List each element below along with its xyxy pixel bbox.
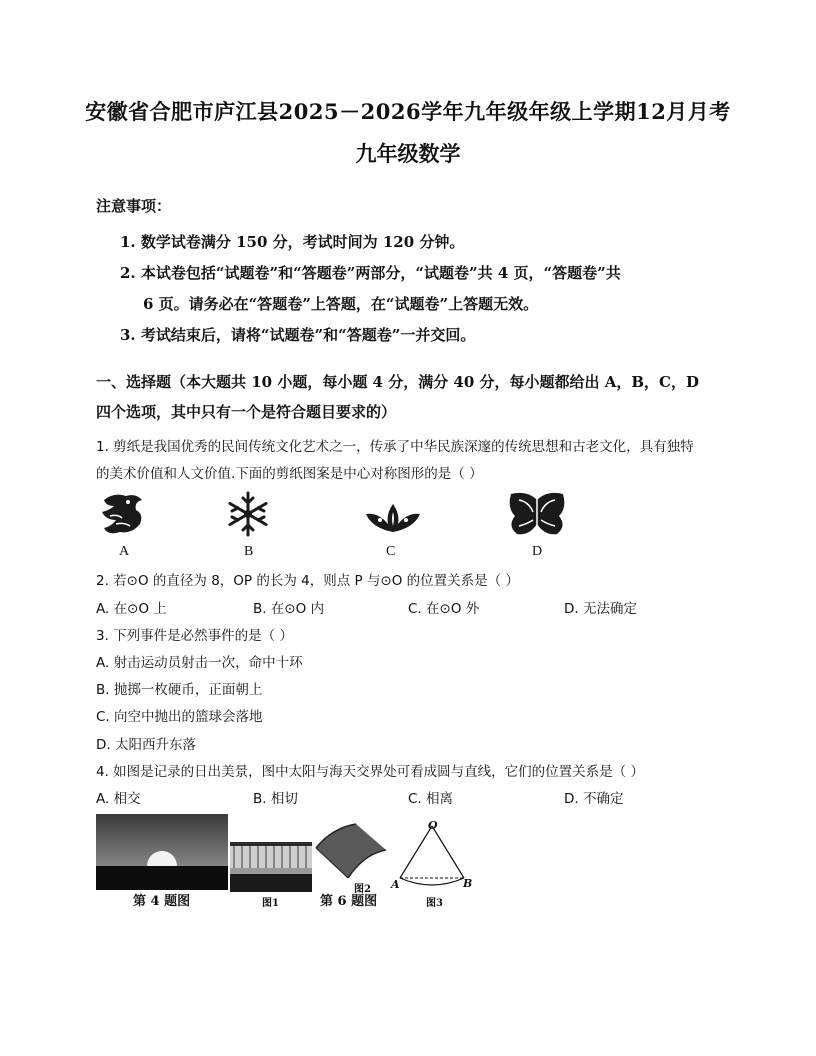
section-heading-cont: 四个选项，其中只有一个是符合题目要求的）: [96, 403, 397, 421]
question-2-stem: 2. 若⊙O 的直径为 8，OP 的长为 4，则点 P 与⊙O 的位置关系是（ ）: [96, 573, 519, 589]
point-a-label: A: [391, 878, 400, 891]
dragon-papercut-icon: [96, 490, 150, 538]
q2-option-c: C. 在⊙O 外: [408, 601, 480, 617]
q4-option-c: C. 相离: [408, 791, 454, 807]
q1-option-a-label: A: [119, 544, 130, 559]
question-4-stem: 4. 如图是记录的日出美景，图中太阳与海天交界处可看成圆与直线，它们的位置关系是（ ）: [96, 764, 644, 780]
figure-4-caption: 第 4 题图: [133, 894, 191, 909]
question-1-stem: 1. 剪纸是我国优秀的民间传统文化艺术之一，传承了中华民族深邃的传统思想和古老文化，具有独特: [96, 439, 694, 455]
q2-option-d: D. 无法确定: [564, 601, 637, 617]
snowflake-papercut-icon: [224, 490, 272, 538]
point-b-label: B: [463, 877, 473, 890]
notice-heading: 注意事项：: [96, 197, 172, 215]
curved-tile-figure: [312, 820, 388, 882]
roof-tiles-photo: [230, 842, 312, 892]
figure-2-caption: 图2: [354, 884, 371, 895]
notice-item-1: 1. 数学试卷满分 150 分，考试时间为 120 分钟。: [120, 233, 465, 251]
section-heading: 一、选择题（本大题共 10 小题，每小题 4 分，满分 40 分，每小题都给出 A，B，C，D: [96, 373, 700, 391]
figure-1-caption: 图1: [262, 898, 279, 909]
q2-option-a: A. 在⊙O 上: [96, 601, 167, 617]
q1-option-b-label: B: [244, 544, 254, 559]
notice-item-2-cont: 6 页。请务必在“答题卷”上答题，在“试题卷”上答题无效。: [143, 295, 539, 313]
q3-option-d: D. 太阳西升东落: [96, 737, 196, 753]
question-1-stem-cont: 的美术价值和人文价值.下面的剪纸图案是中心对称图形的是（ ）: [96, 466, 483, 482]
q4-option-a: A. 相交: [96, 791, 141, 807]
butterfly-papercut-icon: [505, 490, 569, 538]
q2-option-b: B. 在⊙O 内: [253, 601, 325, 617]
q4-option-b: B. 相切: [253, 791, 298, 807]
page-title: 安徽省合肥市庐江县2025－2026学年九年级年级上学期12月月考: [85, 99, 731, 124]
notice-item-2: 2. 本试卷包括“试题卷”和“答题卷”两部分，“试题卷”共 4 页，“答题卷”共: [120, 264, 621, 282]
q4-option-d: D. 不确定: [564, 791, 624, 807]
lotus-papercut-icon: [364, 500, 422, 536]
q3-option-a: A. 射击运动员射击一次，命中十环: [96, 655, 303, 671]
sunrise-photo: [96, 814, 228, 890]
page-subtitle: 九年级数学: [355, 141, 461, 166]
q1-option-c-label: C: [386, 544, 396, 559]
point-o-label: O: [428, 819, 438, 832]
notice-item-3: 3. 考试结束后，请将“试题卷”和“答题卷”一并交回。: [120, 326, 476, 344]
q3-option-b: B. 抛掷一枚硬币，正面朝上: [96, 682, 263, 698]
q1-option-d-label: D: [532, 544, 543, 559]
figure-6-caption: 第 6 题图: [320, 894, 378, 909]
question-3-stem: 3. 下列事件是必然事件的是（ ）: [96, 628, 293, 644]
q3-option-c: C. 向空中抛出的篮球会落地: [96, 709, 263, 725]
figure-3-caption: 图3: [426, 898, 443, 909]
